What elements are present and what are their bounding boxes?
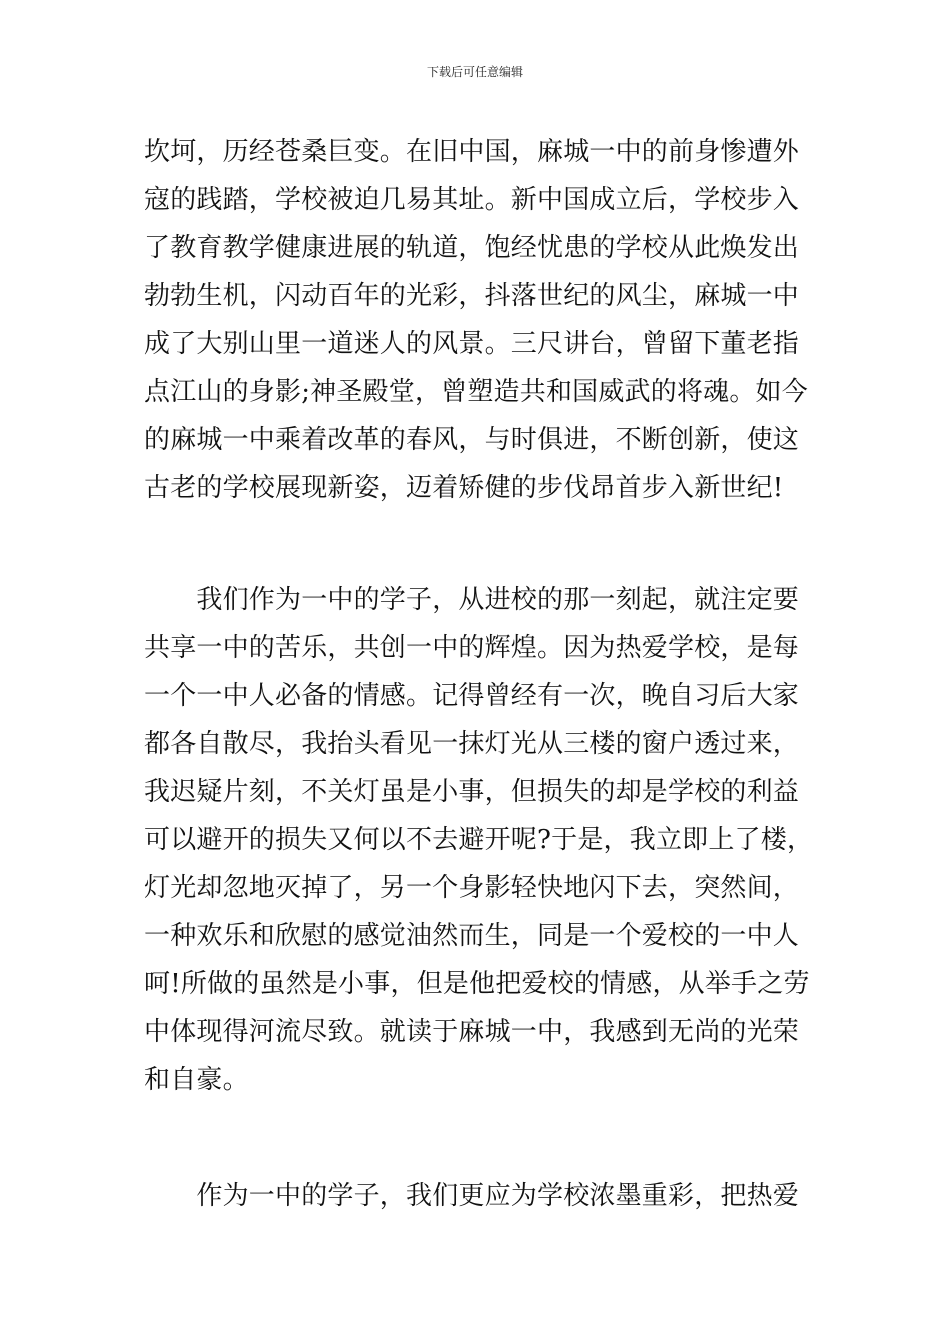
text-line: 共享一中的苦乐，共创一中的辉煌。因为热爱学校，是每	[144, 633, 800, 663]
text-line: 一个一中人必备的情感。记得曾经有一次，晚自习后大家	[144, 681, 800, 711]
text-line: 作为一中的学子，我们更应为学校浓墨重彩，把热爱	[144, 1181, 800, 1211]
text-line: 一种欢乐和欣慰的感觉油然而生，同是一个爱校的一中人	[144, 921, 800, 951]
text-line: 我迟疑片刻，不关灯虽是小事，但损失的却是学校的利益	[144, 777, 800, 807]
text-line: 我们作为一中的学子，从进校的那一刻起，就注定要	[144, 585, 800, 615]
paragraph-3	[144, 1172, 809, 1220]
paragraph-1	[144, 128, 809, 512]
text-line: 呵!所做的虽然是小事，但是他把爱校的情感，从举手之劳	[144, 969, 810, 999]
text-line: 寇的践踏，学校被迫几易其址。新中国成立后，学校步入	[144, 185, 800, 215]
text-line: 中体现得河流尽致。就读于麻城一中，我感到无尚的光荣	[144, 1017, 800, 1047]
paragraph-2	[144, 576, 814, 1104]
page-header: 下载后可任意编辑	[426, 65, 523, 79]
text-line: 可以避开的损失又何以不去避开呢?于是，我立即上了楼，	[144, 825, 814, 855]
text-line: 了教育教学健康进展的轨道，饱经忧患的学校从此焕发出	[144, 233, 800, 263]
text-line: 成了大别山里一道迷人的风景。三尺讲台，曾留下董老指	[144, 329, 800, 359]
text-line: 点江山的身影;神圣殿堂，曾塑造共和国威武的将魂。如今	[144, 377, 808, 407]
text-line: 灯光却忽地灭掉了，另一个身影轻快地闪下去，突然间，	[144, 873, 800, 903]
text-line: 古老的学校展现新姿，迈着矫健的步伐昂首步入新世纪!	[144, 473, 784, 503]
text-line: 勃勃生机，闪动百年的光彩，抖落世纪的风尘，麻城一中	[144, 281, 800, 311]
text-line: 的麻城一中乘着改革的春风，与时俱进，不断创新，使这	[144, 425, 800, 455]
text-line: 和自豪。	[144, 1065, 249, 1095]
text-line: 坎坷，历经苍桑巨变。在旧中国，麻城一中的前身惨遭外	[144, 137, 800, 167]
text-line: 都各自散尽，我抬头看见一抹灯光从三楼的窗户透过来，	[144, 729, 800, 759]
